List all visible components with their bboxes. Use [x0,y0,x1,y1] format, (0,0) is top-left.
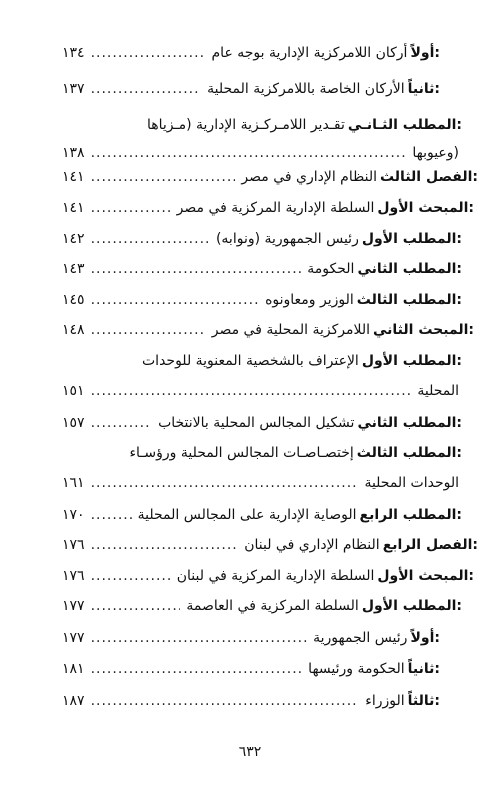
entry-lead: ثالثاً: [407,693,440,709]
entry-lead: المبحث الأول: [377,568,474,584]
entry-text: السلطة المركزية في العاصمة [186,598,359,614]
entry-lead: المطلب الأول: [361,231,462,247]
entry-page: ١٧٦ [62,537,85,553]
toc-entry [62,112,462,170]
toc-entry [62,317,474,343]
leader-dots [91,76,202,102]
toc-entry [62,688,440,714]
leader-dots [91,470,359,496]
entry-text: النظام الإداري في مصر [241,169,377,185]
toc-entry [62,502,462,528]
leader-dots [91,625,308,651]
leader-dots [91,593,181,619]
page-number: ٦٣٢ [238,744,262,760]
toc-entry [62,563,474,589]
leader-dots [91,226,210,252]
entry-text: السلطة الإدارية المركزية في مصر [176,200,375,216]
entry-page: ١٣٨ [62,145,85,161]
leader-dots [91,688,360,714]
entry-page: ١٤٣ [62,261,85,277]
entry-page: ١٧٧ [62,630,85,646]
entry-text: اللامركزية المحلية في مصر [211,322,370,338]
entry-text: الحكومة ورئيسها [308,661,405,677]
toc-entry [62,440,462,498]
leader-dots [91,656,303,682]
entry-lead: الفصل الثالث: [379,169,478,185]
leader-dots [91,140,407,166]
entry-lead: المطلب الأول: [361,353,462,369]
entry-page: ١٣٧ [62,81,85,97]
entry-text: الوصاية الإدارية على المجالس المحلية [137,507,357,523]
entry-lead: المطلب الثاني: [357,415,462,431]
entry-text: الوزير ومعاونوه [265,292,354,308]
entry-text: إختصـاصـات المجالس المحلية ورؤسـاء [129,445,354,461]
entry-text: رئيس الجمهورية [313,630,408,646]
toc-entry [62,226,462,252]
entry-page: ١٤٨ [62,322,85,338]
entry-lead: المطلب الرابع: [359,507,462,523]
entry-lead: المبحث الثاني: [373,322,474,338]
leader-dots [91,40,206,66]
toc-entry [62,656,440,682]
leader-dots [91,502,132,528]
entry-lead: أولاً: [410,630,440,646]
entry-text: الوزراء [365,693,405,709]
toc-entry [62,532,478,558]
entry-page: ١٤٢ [62,231,85,247]
entry-lead: المطلب الأول: [361,598,462,614]
entry-text: تقـدير اللامـركـزية الإدارية (مـزياها [146,117,345,133]
entry-text: رئيس الجمهورية (ونوابه) [215,231,359,247]
entry-page: ١٨١ [62,661,85,677]
entry-page: ١٣٤ [62,45,85,61]
leader-dots [91,256,302,282]
toc-entry [62,40,440,66]
entry-text: الإعتراف بالشخصية المعنوية للوحدات [142,353,359,369]
toc-entry [62,195,474,221]
entry-lead: المطلب الثـانـي: [347,117,462,133]
entry-page: ١٦١ [62,475,85,491]
leader-dots [91,195,171,221]
entry-page: ١٤١ [62,169,85,185]
entry-lead: المطلب الثاني: [357,261,462,277]
entry-lead: ثانياً: [407,661,440,677]
entry-text: أركان اللامركزية الإدارية بوجه عام [211,45,408,61]
entry-text-continued: المحلية [417,383,459,399]
entry-text: السلطة الإدارية المركزية في لبنان [176,568,375,584]
entry-text: الحكومة [307,261,355,277]
entry-lead: ثانياً: [407,81,440,97]
entry-lead: المطلب الثالث: [356,445,462,461]
leader-dots [91,563,171,589]
entry-text: تشكيل المجالس المحلية بالانتخاب [158,415,355,431]
toc-entry [62,410,462,436]
leader-dots [91,378,412,404]
entry-lead: أولاً: [410,45,440,61]
toc-entry [62,256,462,282]
entry-page: ١٤١ [62,200,85,216]
entry-page: ١٧٧ [62,598,85,614]
entry-page: ١٧٠ [62,507,85,523]
toc-entry [62,625,440,651]
entry-text-continued: وعيوبها) [412,145,459,161]
leader-dots [91,164,236,190]
entry-text: النظام الإداري في لبنان [244,537,380,553]
toc-entry [62,593,462,619]
toc-entry [62,348,462,406]
leader-dots [91,410,153,436]
entry-text: الأركان الخاصة باللامركزية المحلية [207,81,405,97]
entry-lead: المطلب الثالث: [356,292,462,308]
leader-dots [91,317,206,343]
toc-entry [62,287,462,313]
entry-lead: المبحث الأول: [377,200,474,216]
entry-page: ١٧٦ [62,568,85,584]
entry-page: ١٥٧ [62,415,85,431]
leader-dots [91,287,260,313]
entry-page: ١٤٥ [62,292,85,308]
toc-entry [62,164,478,190]
entry-text-continued: الوحدات المحلية [364,475,459,491]
entry-page: ١٨٧ [62,693,85,709]
leader-dots [91,532,239,558]
toc-entry [62,76,440,102]
entry-page: ١٥١ [62,383,85,399]
entry-lead: الفصل الرابع: [382,537,478,553]
